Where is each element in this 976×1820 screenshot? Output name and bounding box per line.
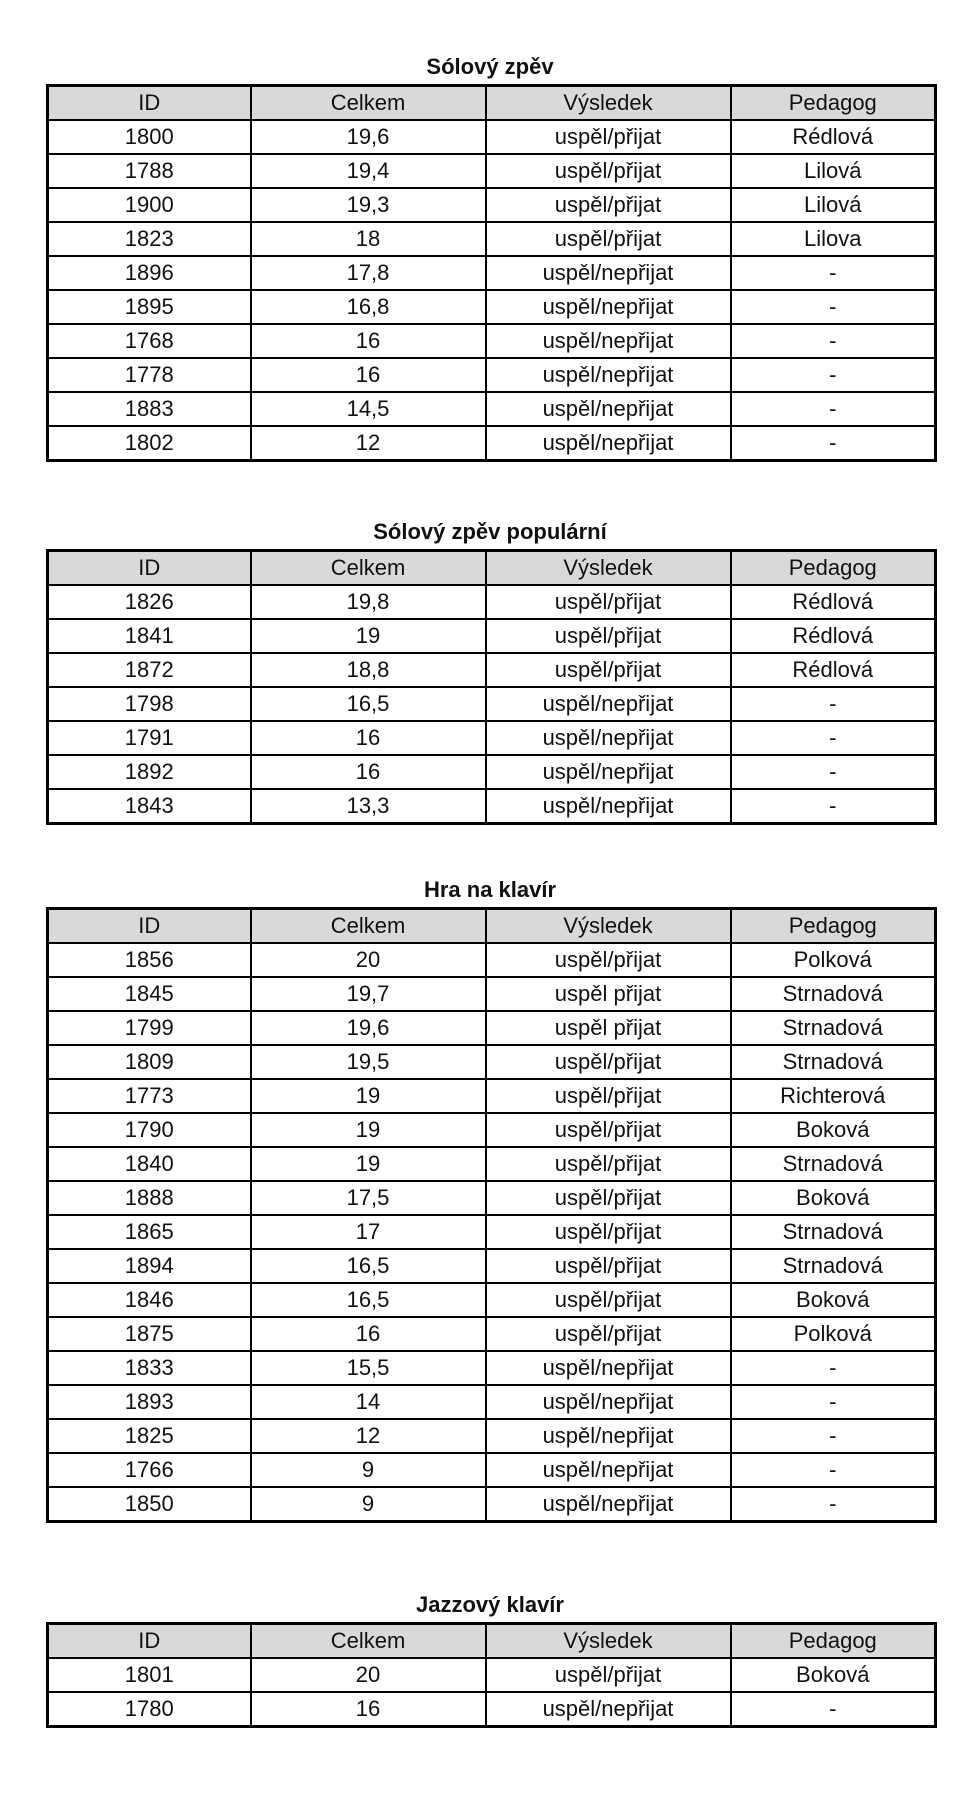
cell-pedagog: Lilová (731, 154, 936, 188)
table-row (48, 188, 936, 222)
cell-vysledek: uspěl/přijat (486, 1045, 731, 1079)
cell-pedagog: - (731, 789, 936, 824)
table-row (48, 392, 936, 426)
results-table (46, 1622, 937, 1728)
cell-id: 1798 (48, 687, 251, 721)
cell-id: 1888 (48, 1181, 251, 1215)
cell-id: 1825 (48, 1419, 251, 1453)
cell-celkem: 20 (251, 943, 486, 977)
cell-celkem: 18 (251, 222, 486, 256)
cell-id: 1841 (48, 619, 251, 653)
cell-id: 1843 (48, 789, 251, 824)
cell-celkem: 16 (251, 721, 486, 755)
cell-celkem: 16 (251, 358, 486, 392)
table-row (48, 426, 936, 461)
cell-vysledek: uspěl/nepřijat (486, 1487, 731, 1522)
results-table (46, 907, 937, 1523)
cell-id: 1850 (48, 1487, 251, 1522)
cell-vysledek: uspěl/přijat (486, 1079, 731, 1113)
cell-id: 1856 (48, 943, 251, 977)
column-header-celkem: Celkem (251, 1624, 486, 1659)
cell-vysledek: uspěl/nepřijat (486, 721, 731, 755)
cell-celkem: 19 (251, 1147, 486, 1181)
cell-id: 1790 (48, 1113, 251, 1147)
column-header-pedagog: Pedagog (731, 86, 936, 121)
cell-id: 1900 (48, 188, 251, 222)
cell-pedagog: Rédlová (731, 585, 936, 619)
table-row (48, 1658, 936, 1692)
cell-pedagog: Strnadová (731, 1011, 936, 1045)
cell-vysledek: uspěl/nepřijat (486, 1692, 731, 1727)
section-title: Sólový zpěv (426, 54, 554, 79)
cell-celkem: 16,8 (251, 290, 486, 324)
section-title: Hra na klavír (423, 877, 557, 902)
cell-celkem: 12 (251, 426, 486, 461)
cell-pedagog: Rédlová (731, 653, 936, 687)
cell-id: 1840 (48, 1147, 251, 1181)
table-row (48, 1045, 936, 1079)
cell-pedagog: Strnadová (731, 1215, 936, 1249)
cell-id: 1896 (48, 256, 251, 290)
table-row (48, 120, 936, 154)
cell-id: 1826 (48, 585, 251, 619)
cell-id: 1788 (48, 154, 251, 188)
cell-id: 1780 (48, 1692, 251, 1727)
cell-celkem: 19,6 (251, 120, 486, 154)
cell-vysledek: uspěl/nepřijat (486, 1351, 731, 1385)
cell-vysledek: uspěl/nepřijat (486, 426, 731, 461)
cell-vysledek: uspěl/přijat (486, 653, 731, 687)
table-row (48, 755, 936, 789)
cell-vysledek: uspěl/nepřijat (486, 1453, 731, 1487)
cell-vysledek: uspěl/nepřijat (486, 755, 731, 789)
table-row (48, 324, 936, 358)
column-header-id: ID (48, 86, 251, 121)
cell-pedagog: Boková (731, 1181, 936, 1215)
cell-vysledek: uspěl/přijat (486, 943, 731, 977)
header-row (48, 551, 936, 586)
cell-pedagog: - (731, 721, 936, 755)
column-header-id: ID (48, 551, 251, 586)
column-header-pedagog: Pedagog (731, 551, 936, 586)
cell-id: 1778 (48, 358, 251, 392)
cell-celkem: 17 (251, 1215, 486, 1249)
cell-celkem: 16,5 (251, 687, 486, 721)
table-row (48, 154, 936, 188)
column-header-celkem: Celkem (251, 551, 486, 586)
cell-celkem: 13,3 (251, 789, 486, 824)
cell-celkem: 9 (251, 1487, 486, 1522)
cell-vysledek: uspěl/přijat (486, 1147, 731, 1181)
cell-vysledek: uspěl/nepřijat (486, 1385, 731, 1419)
cell-pedagog: - (731, 426, 936, 461)
cell-pedagog: - (731, 1351, 936, 1385)
cell-pedagog: - (731, 290, 936, 324)
table-row (48, 789, 936, 824)
cell-celkem: 16 (251, 755, 486, 789)
cell-vysledek: uspěl/nepřijat (486, 392, 731, 426)
table-row (48, 1215, 936, 1249)
cell-celkem: 9 (251, 1453, 486, 1487)
cell-vysledek: uspěl/nepřijat (486, 1419, 731, 1453)
results-section (46, 1588, 934, 1728)
cell-id: 1894 (48, 1249, 251, 1283)
cell-celkem: 19,6 (251, 1011, 486, 1045)
cell-pedagog: - (731, 755, 936, 789)
cell-vysledek: uspěl/nepřijat (486, 256, 731, 290)
table-row (48, 1487, 936, 1522)
cell-vysledek: uspěl přijat (486, 977, 731, 1011)
cell-pedagog: Richterová (731, 1079, 936, 1113)
cell-id: 1801 (48, 1658, 251, 1692)
table-row (48, 1011, 936, 1045)
results-table (46, 549, 937, 825)
cell-vysledek: uspěl/přijat (486, 585, 731, 619)
table-row (48, 1351, 936, 1385)
table-row (48, 256, 936, 290)
table-row (48, 1079, 936, 1113)
cell-celkem: 19,7 (251, 977, 486, 1011)
cell-id: 1883 (48, 392, 251, 426)
cell-id: 1791 (48, 721, 251, 755)
cell-pedagog: - (731, 392, 936, 426)
cell-id: 1872 (48, 653, 251, 687)
cell-celkem: 19,5 (251, 1045, 486, 1079)
table-row (48, 943, 936, 977)
table-row (48, 1385, 936, 1419)
table-row (48, 687, 936, 721)
cell-vysledek: uspěl/přijat (486, 154, 731, 188)
cell-id: 1800 (48, 120, 251, 154)
table-row (48, 1453, 936, 1487)
column-header-id: ID (48, 909, 251, 944)
column-header-pedagog: Pedagog (731, 909, 936, 944)
results-section (46, 873, 934, 1523)
column-header-vysledek: Výsledek (486, 909, 731, 944)
table-row (48, 619, 936, 653)
table-row (48, 1692, 936, 1727)
cell-pedagog: Boková (731, 1283, 936, 1317)
cell-id: 1845 (48, 977, 251, 1011)
cell-pedagog: Strnadová (731, 1147, 936, 1181)
cell-id: 1892 (48, 755, 251, 789)
cell-pedagog: - (731, 1385, 936, 1419)
cell-celkem: 17,8 (251, 256, 486, 290)
cell-vysledek: uspěl/přijat (486, 188, 731, 222)
cell-celkem: 19 (251, 1079, 486, 1113)
section-title: Jazzový klavír (416, 1592, 564, 1617)
cell-pedagog: Polková (731, 1317, 936, 1351)
cell-vysledek: uspěl/přijat (486, 1113, 731, 1147)
results-section (46, 50, 934, 462)
cell-celkem: 12 (251, 1419, 486, 1453)
cell-celkem: 18,8 (251, 653, 486, 687)
cell-id: 1895 (48, 290, 251, 324)
cell-vysledek: uspěl/nepřijat (486, 789, 731, 824)
cell-id: 1766 (48, 1453, 251, 1487)
cell-vysledek: uspěl/přijat (486, 1658, 731, 1692)
cell-vysledek: uspěl/přijat (486, 619, 731, 653)
cell-vysledek: uspěl/přijat (486, 1317, 731, 1351)
cell-id: 1773 (48, 1079, 251, 1113)
cell-celkem: 19,4 (251, 154, 486, 188)
column-header-pedagog: Pedagog (731, 1624, 936, 1659)
header-row (48, 86, 936, 121)
cell-celkem: 19,3 (251, 188, 486, 222)
cell-pedagog: Lilova (731, 222, 936, 256)
cell-celkem: 20 (251, 1658, 486, 1692)
header-row (48, 1624, 936, 1659)
cell-celkem: 16 (251, 1692, 486, 1727)
cell-id: 1799 (48, 1011, 251, 1045)
cell-pedagog: Rédlová (731, 619, 936, 653)
cell-pedagog: Rédlová (731, 120, 936, 154)
cell-celkem: 19 (251, 619, 486, 653)
table-row (48, 290, 936, 324)
cell-id: 1802 (48, 426, 251, 461)
column-header-celkem: Celkem (251, 909, 486, 944)
cell-id: 1846 (48, 1283, 251, 1317)
cell-pedagog: - (731, 1453, 936, 1487)
cell-celkem: 16,5 (251, 1283, 486, 1317)
table-row (48, 222, 936, 256)
cell-vysledek: uspěl přijat (486, 1011, 731, 1045)
cell-celkem: 14,5 (251, 392, 486, 426)
column-header-vysledek: Výsledek (486, 1624, 731, 1659)
cell-pedagog: Strnadová (731, 977, 936, 1011)
cell-id: 1768 (48, 324, 251, 358)
table-row (48, 358, 936, 392)
column-header-vysledek: Výsledek (486, 86, 731, 121)
cell-pedagog: Strnadová (731, 1249, 936, 1283)
cell-celkem: 19,8 (251, 585, 486, 619)
table-row (48, 1147, 936, 1181)
cell-id: 1865 (48, 1215, 251, 1249)
table-row (48, 1283, 936, 1317)
table-row (48, 721, 936, 755)
cell-pedagog: - (731, 324, 936, 358)
cell-id: 1809 (48, 1045, 251, 1079)
table-row (48, 1249, 936, 1283)
header-row (48, 909, 936, 944)
cell-pedagog: Boková (731, 1113, 936, 1147)
cell-celkem: 14 (251, 1385, 486, 1419)
table-row (48, 1113, 936, 1147)
cell-pedagog: Lilová (731, 188, 936, 222)
cell-celkem: 16,5 (251, 1249, 486, 1283)
cell-pedagog: - (731, 256, 936, 290)
cell-pedagog: Boková (731, 1658, 936, 1692)
results-table (46, 84, 937, 462)
column-header-id: ID (48, 1624, 251, 1659)
table-row (48, 585, 936, 619)
cell-pedagog: Polková (731, 943, 936, 977)
table-row (48, 1419, 936, 1453)
cell-pedagog: - (731, 1692, 936, 1727)
table-row (48, 977, 936, 1011)
cell-id: 1875 (48, 1317, 251, 1351)
cell-vysledek: uspěl/nepřijat (486, 687, 731, 721)
cell-vysledek: uspěl/přijat (486, 1215, 731, 1249)
cell-vysledek: uspěl/nepřijat (486, 358, 731, 392)
cell-pedagog: - (731, 1487, 936, 1522)
cell-id: 1823 (48, 222, 251, 256)
section-title: Sólový zpěv populární (373, 519, 607, 544)
cell-celkem: 15,5 (251, 1351, 486, 1385)
cell-pedagog: - (731, 1419, 936, 1453)
table-row (48, 1317, 936, 1351)
cell-pedagog: Strnadová (731, 1045, 936, 1079)
results-section (46, 515, 934, 825)
cell-vysledek: uspěl/nepřijat (486, 324, 731, 358)
cell-vysledek: uspěl/přijat (486, 1283, 731, 1317)
cell-celkem: 16 (251, 324, 486, 358)
cell-celkem: 17,5 (251, 1181, 486, 1215)
cell-pedagog: - (731, 687, 936, 721)
table-row (48, 653, 936, 687)
table-row (48, 1181, 936, 1215)
column-header-vysledek: Výsledek (486, 551, 731, 586)
cell-vysledek: uspěl/nepřijat (486, 290, 731, 324)
cell-id: 1893 (48, 1385, 251, 1419)
cell-vysledek: uspěl/přijat (486, 1249, 731, 1283)
cell-vysledek: uspěl/přijat (486, 120, 731, 154)
cell-id: 1833 (48, 1351, 251, 1385)
cell-celkem: 19 (251, 1113, 486, 1147)
cell-pedagog: - (731, 358, 936, 392)
column-header-celkem: Celkem (251, 86, 486, 121)
cell-vysledek: uspěl/přijat (486, 1181, 731, 1215)
cell-celkem: 16 (251, 1317, 486, 1351)
cell-vysledek: uspěl/přijat (486, 222, 731, 256)
